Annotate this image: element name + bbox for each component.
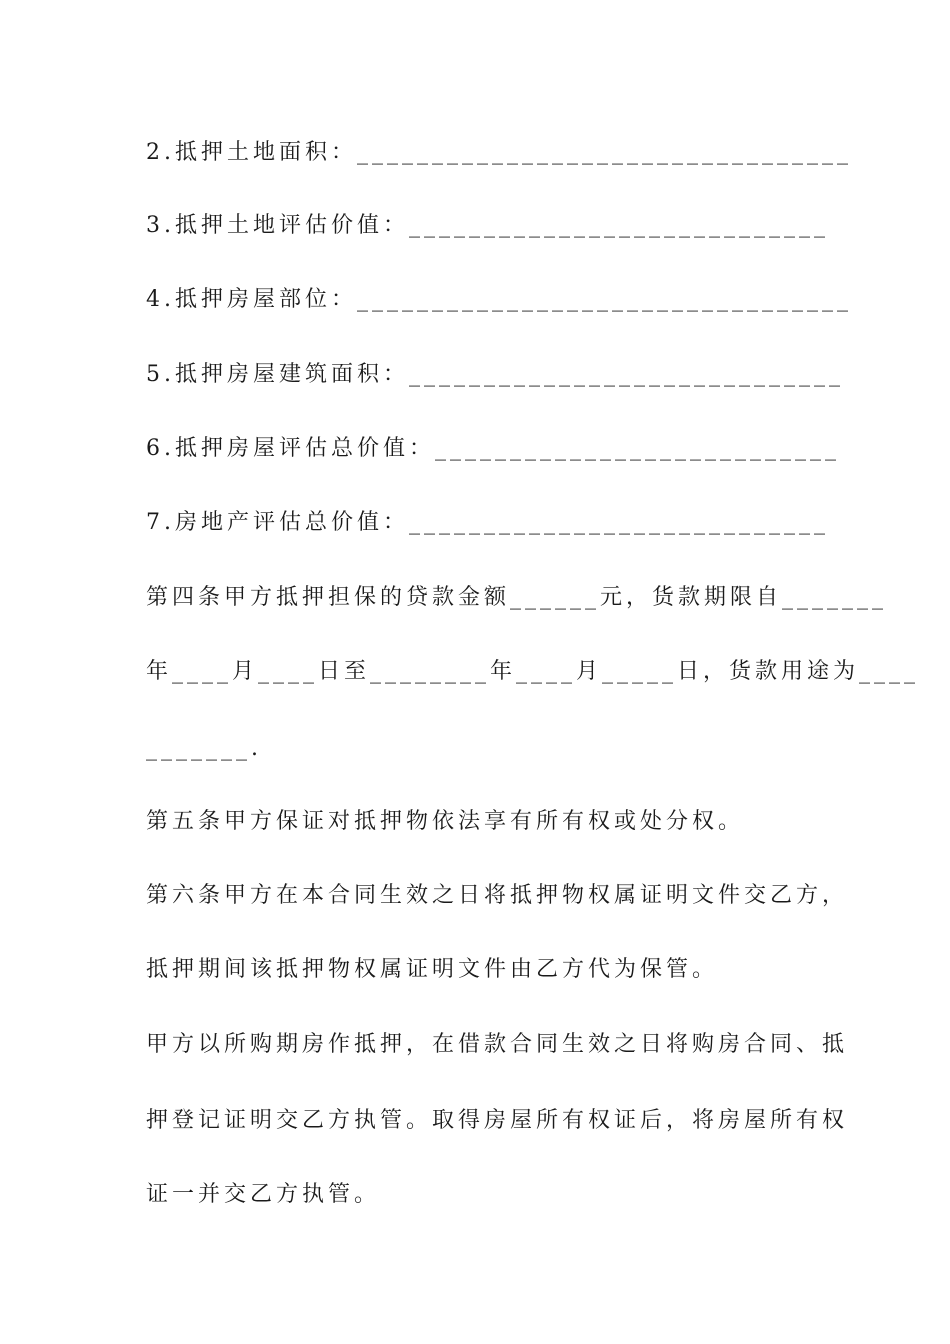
article-4-line-1: 第四条甲方抵押担保的贷款金额______元，货款期限自_______: [146, 585, 888, 610]
article-6-line-1: 第六条甲方在本合同生效之日将抵押物权属证明文件交乙方，: [146, 883, 849, 908]
item-house-floor-area: 5.抵押房屋建筑面积：_____________________________: [146, 362, 844, 387]
item-land-value: 3.抵押土地评估价值：____________________________: [146, 213, 829, 238]
item-house-total-value: 6.抵押房屋评估总价值：___________________________: [146, 436, 840, 461]
item-land-area: 2.抵押土地面积：_________________________________: [146, 140, 852, 165]
article-6-line-2: 抵押期间该抵押物权属证明文件由乙方代为保管。: [146, 957, 719, 982]
article-4-line-2: 年____月____日至________年____月_____日，货款用途为____: [146, 659, 920, 684]
article-5: 第五条甲方保证对抵押物依法享有所有权或处分权。: [146, 809, 745, 834]
paragraph-presale-line-3: 证一并交乙方执管。: [146, 1182, 381, 1207]
item-house-location: 4.抵押房屋部位：_________________________________: [146, 287, 852, 312]
paragraph-presale-line-1: 甲方以所购期房作抵押，在借款合同生效之日将购房合同、抵: [146, 1032, 849, 1057]
paragraph-presale-line-2: 押登记证明交乙方执管。取得房屋所有权证后，将房屋所有权: [146, 1108, 849, 1133]
item-realestate-value: 7.房地产评估总价值：____________________________: [146, 510, 829, 535]
article-4-line-3: _______.: [146, 736, 262, 761]
